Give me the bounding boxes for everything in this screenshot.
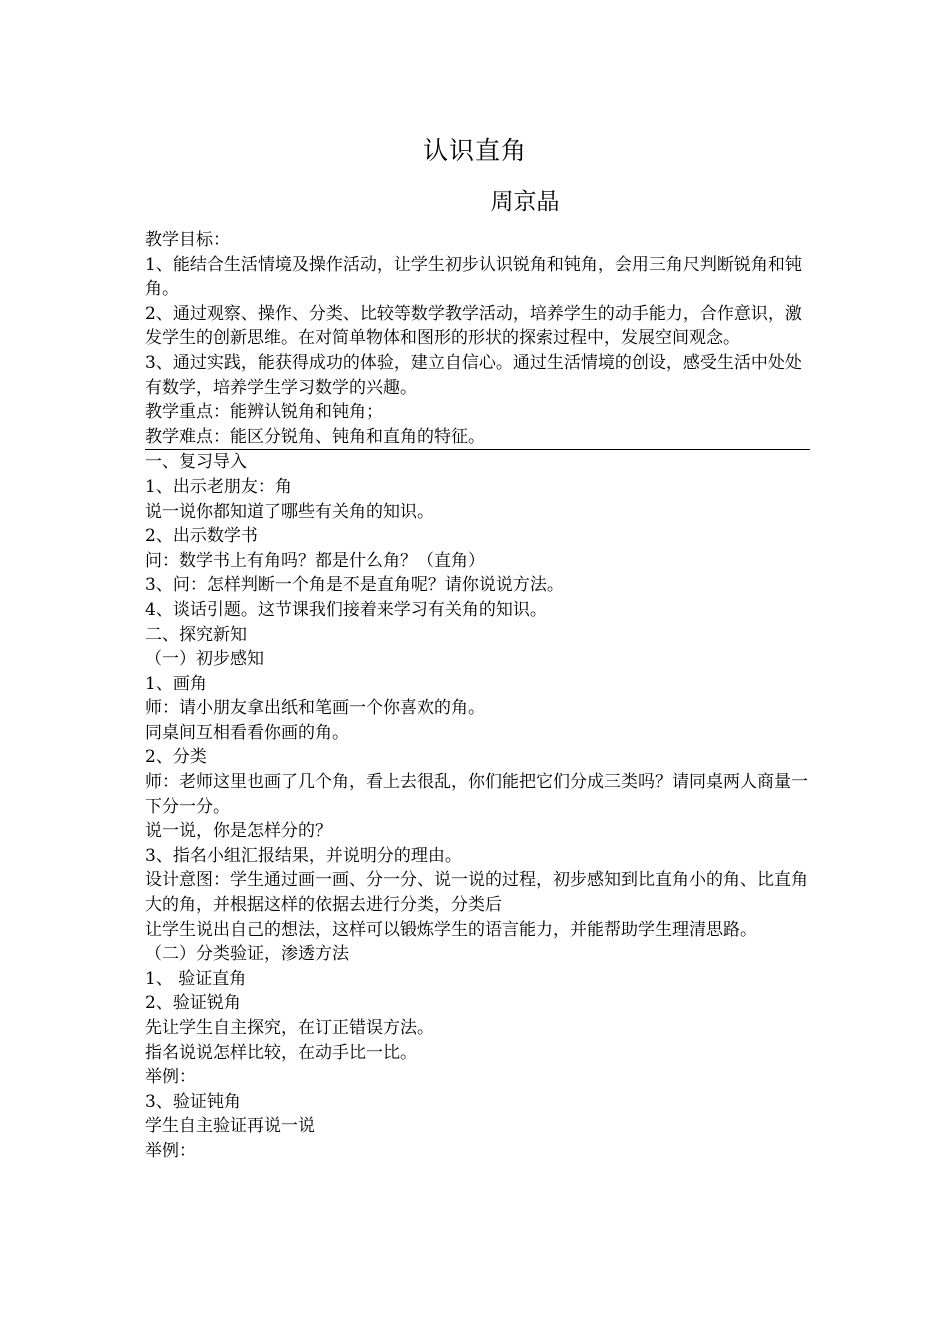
objective-item: 1、能结合生活情境及操作活动，让学生初步认识锐角和钝角，会用三角尺判断锐角和钝角。 xyxy=(145,254,802,300)
paragraph-line: 指名说说怎样比较，在动手比一比。 xyxy=(145,1042,417,1063)
paragraph-line: 学生自主验证再说一说 xyxy=(145,1116,315,1137)
paragraph-line: 1、画角 xyxy=(145,673,207,694)
document-author: 周京晶 xyxy=(490,189,560,215)
paragraph-line: 举例： xyxy=(145,1067,196,1088)
paragraph-line: 1、 验证直角 xyxy=(145,968,247,989)
paragraph-line: 同桌间互相看看你画的角。 xyxy=(145,722,349,743)
paragraph-line: 3、问：怎样判断一个角是不是直角呢？请你说说方法。 xyxy=(145,575,564,596)
objective-item: 2、通过观察、操作、分类、比较等数学教学活动，培养学生的动手能力，合作意识，激发学生的创新思维。在对简单物体和图形的形状的探索过程中，发展空间观念。 xyxy=(145,303,802,349)
section-heading: 一、复习导入 xyxy=(145,452,247,473)
difficulty-point: 教学难点：能区分锐角、钝角和直角的特征。 xyxy=(145,425,810,451)
paragraph-line: 2、出示数学书 xyxy=(145,526,258,547)
paragraph-line: 2、分类 xyxy=(145,747,207,768)
paragraph-line: 问：数学书上有角吗？都是什么角？（直角） xyxy=(145,550,485,571)
key-point: 教学重点：能辨认锐角和钝角； xyxy=(145,402,383,423)
section-heading: 二、探究新知 xyxy=(145,624,247,645)
paragraph-line: 举例： xyxy=(145,1140,196,1161)
document-title: 认识直角 xyxy=(422,136,527,165)
paragraph-line: 4、谈话引题。这节课我们接着来学习有关角的知识。 xyxy=(145,599,547,620)
objective-item: 3、通过实践，能获得成功的体验，建立自信心。通过生活情境的创设，感受生活中处处有数学，培养学生学习数学的兴趣。 xyxy=(145,352,802,398)
objectives-heading: 教学目标： xyxy=(145,230,230,250)
subsection-heading: （一）初步感知 xyxy=(145,649,264,670)
paragraph-line: 师：老师这里也画了几个角，看上去很乱，你们能把它们分成三类吗？请同桌两人商量一下分一分。 xyxy=(145,772,808,817)
subsection-heading: （二）分类验证，渗透方法 xyxy=(145,944,349,965)
paragraph-line: 先让学生自主探究，在订正错误方法。 xyxy=(145,1018,434,1038)
paragraph-line: 2、验证锐角 xyxy=(145,993,241,1014)
paragraph-line: 3、指名小组汇报结果，并说明分的理由。 xyxy=(145,845,462,866)
design-intent: 设计意图：学生通过画一画、分一分、说一说的过程，初步感知到比直角小的角、比直角大的角，并根据这样的依据去进行分类，分类后 xyxy=(145,870,808,916)
paragraph-line: 让学生说出自己的想法，这样可以锻炼学生的语言能力，并能帮助学生理清思路。 xyxy=(145,919,757,940)
paragraph-line: 1、出示老朋友：角 xyxy=(145,476,292,497)
paragraph-line: 3、验证钝角 xyxy=(145,1091,241,1112)
paragraph-line: 说一说你都知道了哪些有关角的知识。 xyxy=(145,501,434,522)
paragraph-line: 师：请小朋友拿出纸和笔画一个你喜欢的角。 xyxy=(145,698,485,719)
document-body xyxy=(145,228,810,1164)
paragraph-line: 说一说，你是怎样分的？ xyxy=(145,821,332,842)
